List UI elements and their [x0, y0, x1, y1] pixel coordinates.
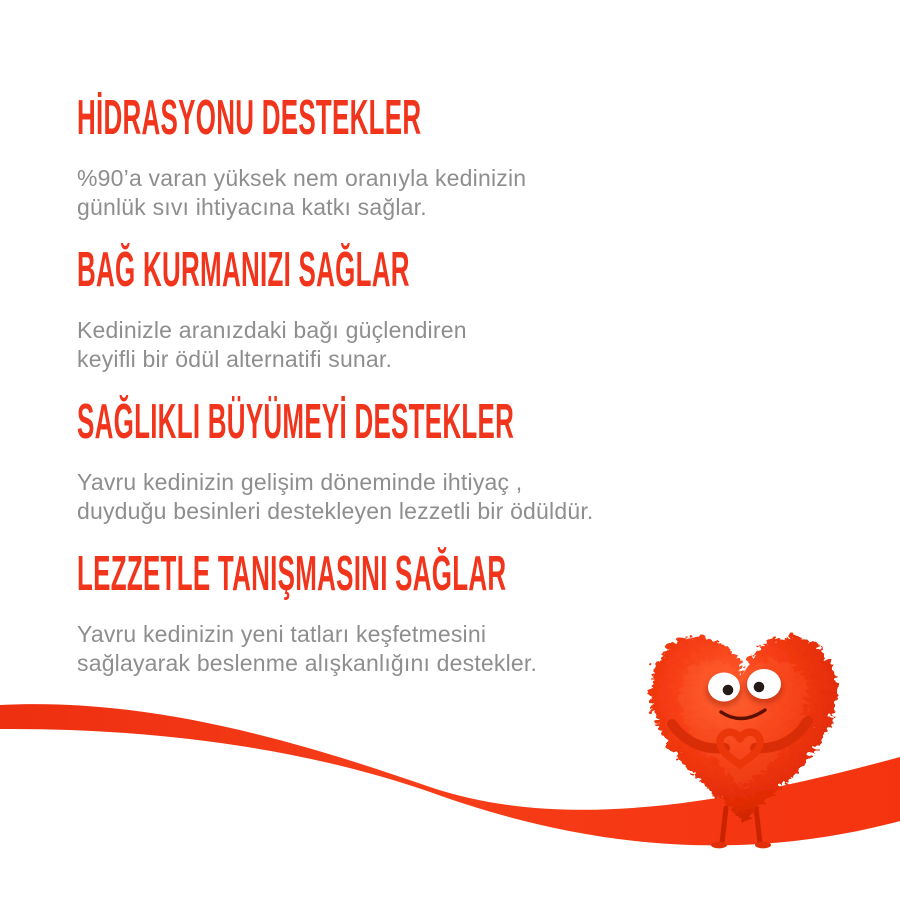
- benefit-section-taste: [77, 547, 677, 678]
- benefit-section-growth: [77, 395, 677, 526]
- benefit-body: [77, 468, 677, 526]
- benefit-body: [77, 316, 677, 374]
- mascot-face: [706, 669, 783, 719]
- benefit-section-bonding: [77, 243, 677, 374]
- heart-hands-icon: [720, 732, 760, 765]
- benefit-heading: LEZZETLE TANIŞMASINI SAĞLAR: [77, 547, 507, 601]
- mascot-foot: [711, 842, 727, 849]
- mascot-foot: [755, 842, 771, 849]
- benefit-body-line: sağlayarak beslenme alışkanlığını destekler.: [77, 650, 538, 676]
- mascot-arms: [672, 721, 808, 765]
- benefit-heading: BAĞ KURMANIZI SAĞLAR: [77, 243, 410, 297]
- mascot-left-eye-icon: [708, 673, 740, 702]
- benefit-body-line: keyifli bir ödül alternatifi sunar.: [77, 346, 393, 372]
- mascot-legs: [711, 808, 771, 848]
- mascot-smile-icon: [721, 710, 765, 719]
- benefit-section-hydration: [77, 91, 677, 222]
- benefit-body-line: Yavru kedinizin gelişim döneminde ihtiyaç ,: [77, 469, 523, 495]
- benefit-heading: SAĞLIKLI BÜYÜMEYİ DESTEKLER: [77, 395, 515, 449]
- benefit-body: [77, 620, 677, 678]
- benefits-list: [77, 91, 677, 704]
- ribbon-path: [0, 704, 900, 845]
- benefit-body-line: %90’a varan yüksek nem oranıyla kedinizin: [77, 165, 527, 191]
- benefit-body-line: Kedinizle aranızdaki bağı güçlendiren: [77, 317, 467, 343]
- mascot-left-pupil-icon: [723, 685, 734, 696]
- mascot-right-pupil-icon: [754, 682, 765, 693]
- benefit-body-line: Yavru kedinizin yeni tatları keşfetmesini: [77, 621, 487, 647]
- benefit-heading: HİDRASYONU DESTEKLER: [77, 91, 422, 145]
- mascot-right-eye-icon: [747, 669, 781, 699]
- benefit-body-line: duyduğu besinleri destekleyen lezzetli bir ödüldür.: [77, 498, 594, 524]
- benefit-body-line: günlük sıvı ihtiyacına katkı sağlar.: [77, 194, 427, 220]
- benefit-body: [77, 164, 677, 222]
